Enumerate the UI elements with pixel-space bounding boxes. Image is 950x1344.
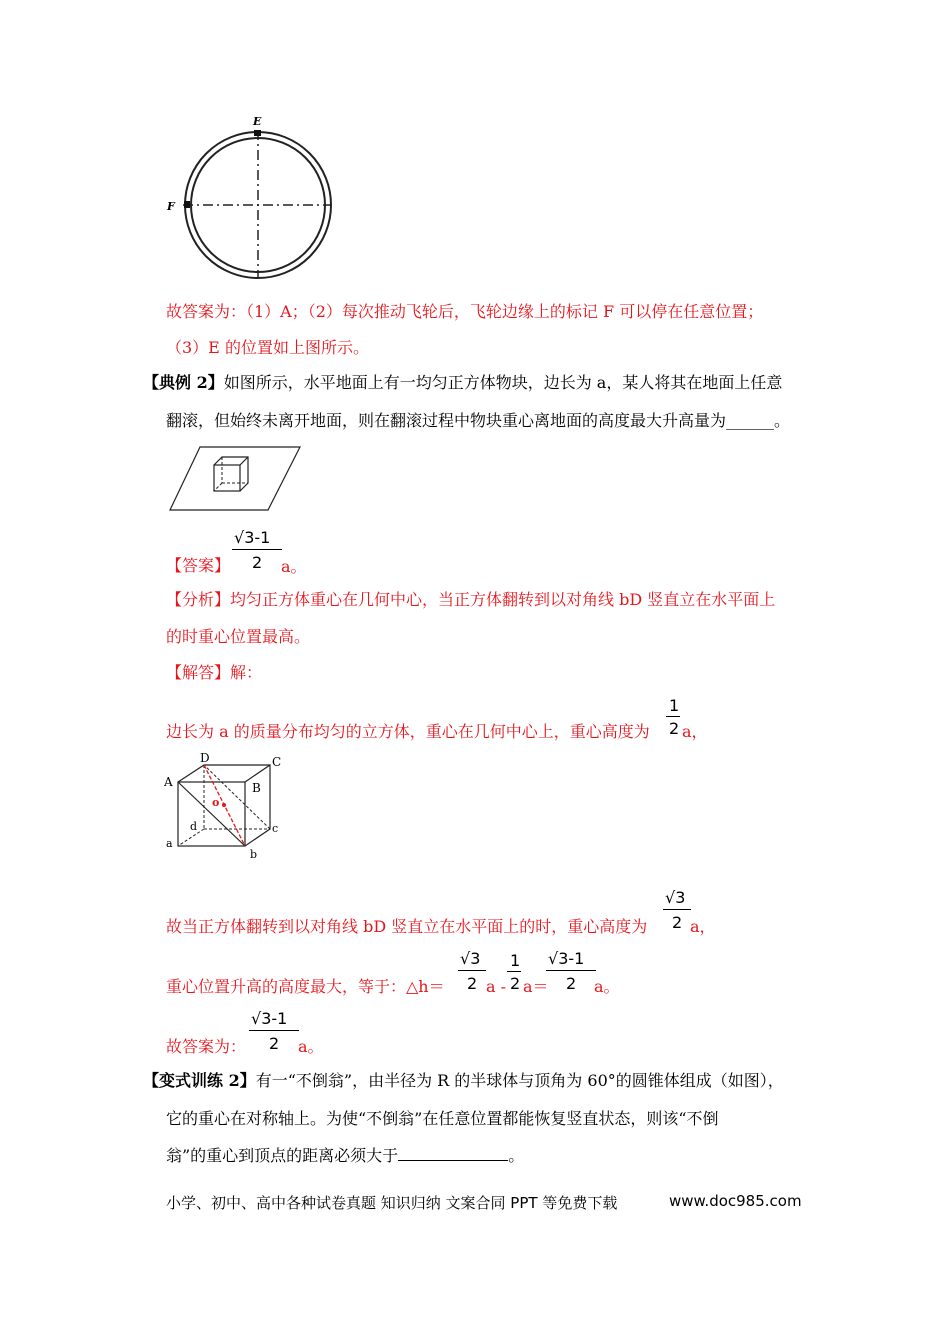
variant2-line1 <box>143 1071 784 1091</box>
solution-tag: 【解答】 <box>166 663 231 682</box>
solution-line3-mid1: a - <box>486 977 507 996</box>
label-F: F <box>167 200 175 213</box>
variant2-line2: 它的重心在对称轴上。为使“不倒翁”在任意位置都能恢复竖直状态，则该“不倒 <box>166 1109 719 1128</box>
solution-line2-end: a， <box>690 917 716 936</box>
footer-text: 小学、初中、高中各种试卷真题 知识归纳 文案合同 PPT 等免费下载 <box>166 1194 618 1212</box>
cube-on-ground-figure <box>168 444 308 514</box>
solution-line3-mid2: a＝ <box>523 977 549 996</box>
cube-label-c: c <box>272 822 279 835</box>
analysis-line2: 的时重心位置最高。 <box>166 627 311 646</box>
answer-frac-bar-3 <box>249 1030 299 1031</box>
cube-diagonal-figure <box>160 752 290 862</box>
root3-num-1: √3 <box>665 888 686 907</box>
half-den-2: 2 <box>510 974 521 993</box>
example2-tag: 【典例 2】 <box>143 373 224 392</box>
example2-text1: 如图所示，水平地面上有一均匀正方体物块，边长为 a，某人将其在地面上任意 <box>223 373 783 392</box>
flywheel-figure <box>160 108 345 288</box>
analysis-text1: 均匀正方体重心在几何中心，当正方体翻转到以对角线 bD 竖直立在水平面上 <box>230 590 776 609</box>
answer-frac-num-2: √3-1 <box>548 949 585 968</box>
cube-label-b: b <box>250 848 258 861</box>
cube-label-o: o <box>212 796 220 809</box>
root3-bar-2 <box>458 970 486 971</box>
variant2-tag: 【变式训练 2】 <box>143 1071 256 1090</box>
footer-url[interactable]: www.doc985.com <box>669 1192 802 1210</box>
solution-line3: 重心位置升高的高度最大，等于：△h＝ <box>166 977 445 996</box>
variant2-text1: 有一“不倒翁”，由半径为 R 的半球体与顶角为 60°的圆锥体组成（如图）， <box>255 1071 784 1090</box>
cube-label-B: B <box>252 781 261 795</box>
answer-frac-num-3: √3-1 <box>251 1009 288 1028</box>
cube-label-d: d <box>190 820 198 833</box>
cube-label-C: C <box>272 755 282 769</box>
root3-fraction-2 <box>458 949 488 995</box>
answer-fraction-3 <box>249 1009 301 1055</box>
answer-tag: 【答案】 <box>166 556 231 575</box>
answer1-line2: （3）E 的位置如上图所示。 <box>166 338 369 357</box>
variant2-blank <box>398 1146 508 1161</box>
root3-den-2: 2 <box>467 974 478 993</box>
half-bar-1 <box>666 716 680 717</box>
root3-fraction-1 <box>663 888 693 934</box>
solution-line4-end: a。 <box>298 1037 324 1056</box>
answer-fraction-2 <box>546 949 598 995</box>
cube-label-a: a <box>166 837 173 850</box>
solution-header <box>166 663 262 683</box>
root3-bar-1 <box>663 909 691 910</box>
example2-line2 <box>166 411 790 431</box>
half-fraction-1 <box>666 696 682 740</box>
variant2-line3 <box>166 1146 524 1166</box>
half-fraction-2 <box>507 951 523 995</box>
label-E: E <box>253 115 262 128</box>
analysis-line1 <box>166 590 775 610</box>
answer-frac-den: 2 <box>252 553 263 572</box>
analysis-tag: 【分析】 <box>166 590 231 609</box>
answer1-line1: 故答案为：（1）A；（2）每次推动飞轮后，飞轮边缘上的标记 F 可以停在任意位置； <box>166 302 764 321</box>
answer-frac-den-2: 2 <box>566 974 577 993</box>
solution-line1-end: a， <box>682 722 708 741</box>
cube-label-A: A <box>164 775 173 789</box>
half-bar-2 <box>507 971 521 972</box>
answer-frac-den-3: 2 <box>269 1034 280 1053</box>
example2-text2: 翻滚，但始终未离开地面，则在翻滚过程中物块重心离地面的高度最大升高量为 <box>166 411 727 430</box>
half-den-1: 2 <box>669 719 680 738</box>
answer-frac-bar <box>232 549 282 550</box>
answer-fraction <box>232 528 284 574</box>
variant2-text3: 翁”的重心到顶点的距离必须大于 <box>166 1146 399 1165</box>
example2-blank: ______ <box>726 411 775 430</box>
solution-tag-after: 解： <box>230 663 263 682</box>
solution-line4: 故答案为： <box>166 1037 247 1056</box>
solution-line2: 故当正方体翻转到以对角线 bD 竖直立在水平面上的时，重心高度为 <box>166 917 648 936</box>
cube-label-D: D <box>200 752 210 765</box>
answer-frac-num: √3-1 <box>234 528 271 547</box>
root3-den-1: 2 <box>672 913 683 932</box>
half-num-1: 1 <box>669 696 680 715</box>
root3-num-2: √3 <box>460 949 481 968</box>
solution-line3-end: a。 <box>594 977 620 996</box>
half-num-2: 1 <box>510 951 521 970</box>
answer-frac-bar-2 <box>546 970 596 971</box>
answer-unit: a。 <box>281 557 307 576</box>
example2-line1 <box>143 373 782 393</box>
example2-end: 。 <box>774 411 791 430</box>
variant2-end: 。 <box>508 1146 525 1165</box>
solution-line1: 边长为 a 的质量分布均匀的立方体，重心在几何中心上，重心高度为 <box>166 722 650 741</box>
